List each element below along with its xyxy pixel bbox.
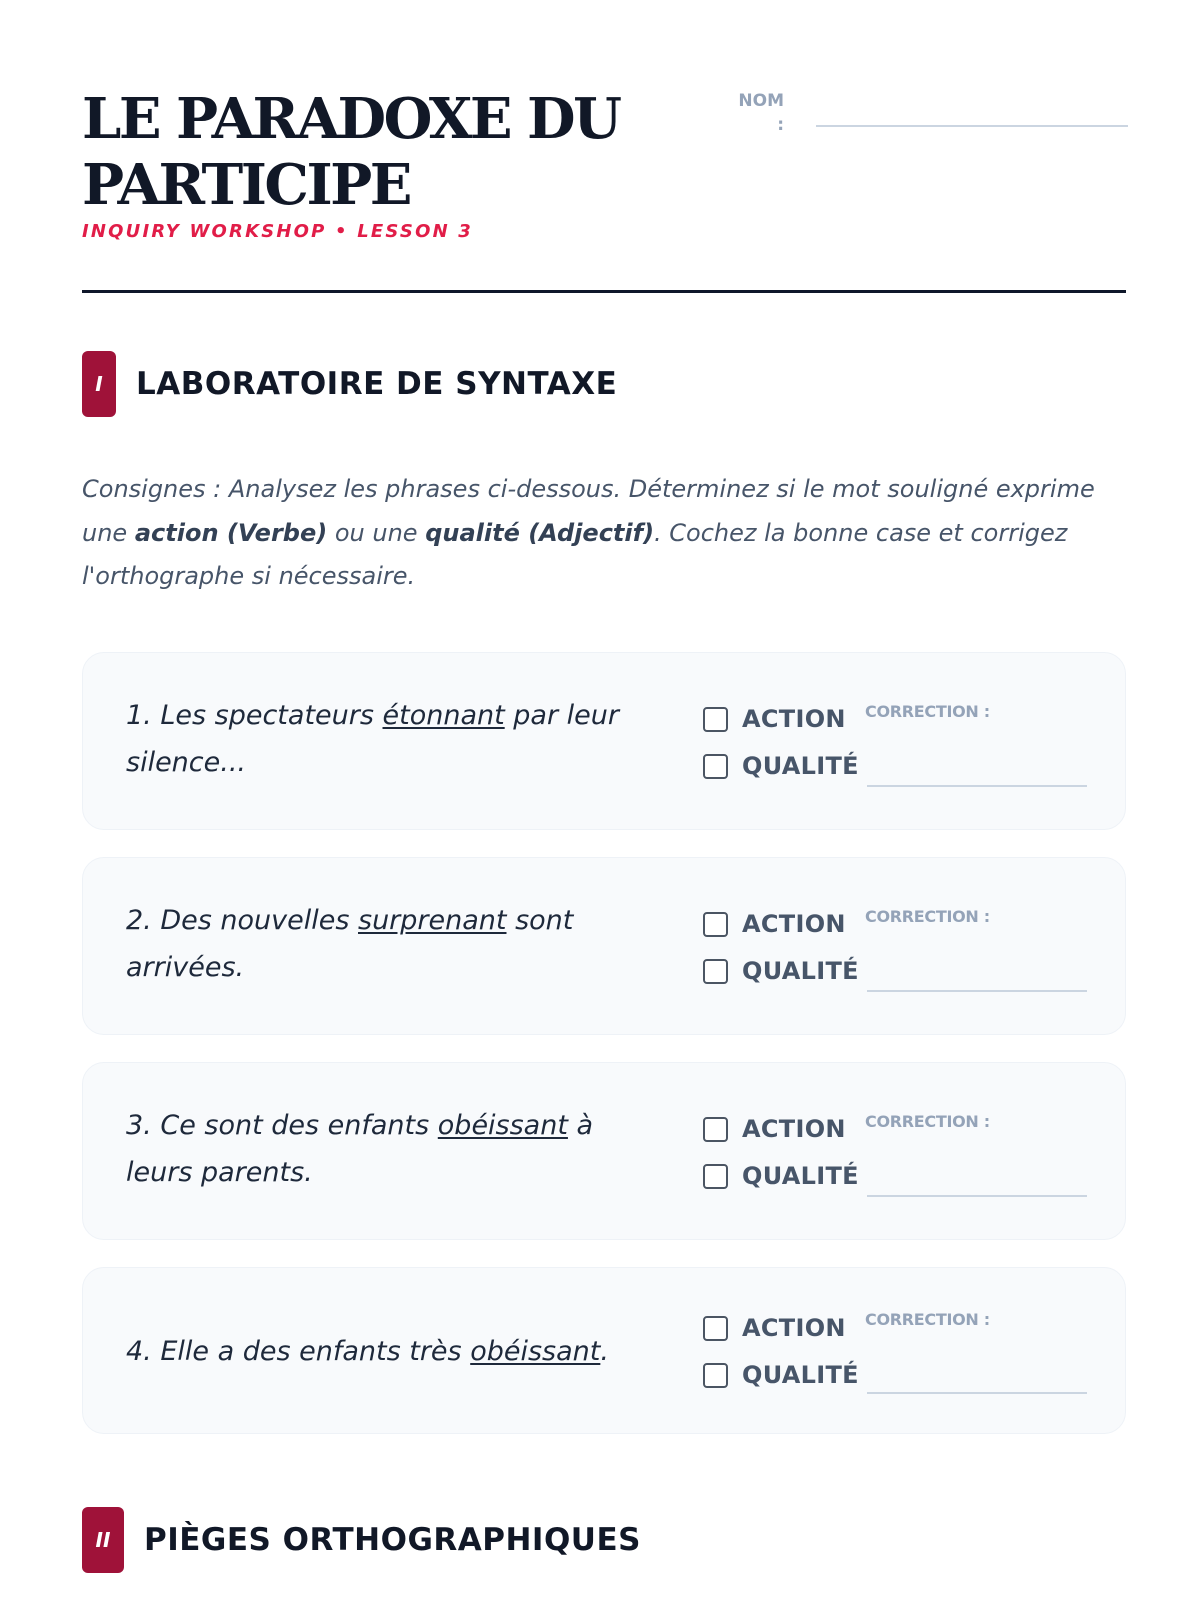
name-label: NOM : — [738, 91, 784, 135]
sentence-end: par leur silence... — [126, 700, 619, 778]
action-checkbox[interactable] — [703, 707, 728, 732]
page-subtitle: INQUIRY WORKSHOP • LESSON 3 — [82, 221, 474, 242]
exercise-card-3 — [82, 1062, 1126, 1240]
correction-field-3[interactable] — [867, 1195, 1087, 1197]
exercise-sentence — [126, 692, 656, 786]
correction-field-1[interactable] — [867, 785, 1087, 787]
exercise-sentence — [126, 897, 656, 991]
exercise-sentence — [126, 1102, 656, 1196]
action-checkbox[interactable] — [703, 912, 728, 937]
exercise-card-2 — [82, 857, 1126, 1035]
sentence-start: 4. Elle a des enfants très — [126, 1336, 471, 1367]
quality-label: QUALITÉ — [742, 752, 859, 780]
header-divider — [82, 290, 1126, 293]
correction-label: CORRECTION : — [865, 702, 990, 721]
sentence-start: 3. Ce sont des enfants — [126, 1110, 438, 1141]
option-quality-2[interactable] — [703, 957, 859, 985]
underlined-word: surprenant — [358, 905, 507, 936]
section-2-heading — [82, 1507, 641, 1573]
instructions-action-term: action (Verbe) — [134, 518, 328, 547]
option-action-2[interactable] — [703, 910, 846, 938]
page-title: LE PARADOXE DU PARTICIPE — [82, 86, 620, 218]
instructions — [82, 468, 1132, 599]
sentence-end: sont arrivées. — [126, 905, 574, 983]
underlined-word: obéissant — [470, 1336, 601, 1367]
option-action-3[interactable] — [703, 1115, 846, 1143]
option-quality-3[interactable] — [703, 1162, 859, 1190]
exercise-card-1 — [82, 652, 1126, 830]
quality-checkbox[interactable] — [703, 1164, 728, 1189]
sentence-end: . — [600, 1336, 609, 1367]
correction-field-2[interactable] — [867, 990, 1087, 992]
exercise-sentence — [126, 1328, 656, 1375]
instructions-quality-term: qualité (Adjectif) — [425, 518, 655, 547]
action-checkbox[interactable] — [703, 1117, 728, 1142]
section-1-heading — [82, 351, 617, 417]
action-checkbox[interactable] — [703, 1316, 728, 1341]
sentence-start: 1. Les spectateurs — [126, 700, 383, 731]
sentence-end: à leurs parents. — [126, 1110, 594, 1188]
correction-label: CORRECTION : — [865, 1310, 990, 1329]
quality-label: QUALITÉ — [742, 1361, 859, 1389]
sentence-start: 2. Des nouvelles — [126, 905, 358, 936]
exercise-card-4 — [82, 1267, 1126, 1434]
quality-checkbox[interactable] — [703, 754, 728, 779]
action-label: ACTION — [742, 1115, 846, 1143]
option-quality-4[interactable] — [703, 1361, 859, 1389]
section-2-badge: II — [82, 1507, 124, 1573]
option-action-1[interactable] — [703, 705, 846, 733]
name-field[interactable] — [816, 125, 1128, 127]
quality-label: QUALITÉ — [742, 957, 859, 985]
quality-checkbox[interactable] — [703, 959, 728, 984]
option-quality-1[interactable] — [703, 752, 859, 780]
action-label: ACTION — [742, 705, 846, 733]
section-1-title: LABORATOIRE DE SYNTAXE — [136, 366, 618, 402]
instructions-text-3: . Cochez la bonne case et corrigez l'orthographe si nécessaire. — [82, 518, 1068, 590]
correction-label: CORRECTION : — [865, 907, 990, 926]
correction-label: CORRECTION : — [865, 1112, 990, 1131]
quality-label: QUALITÉ — [742, 1162, 859, 1190]
instructions-text-1: Consignes : Analysez les phrases ci-dessous. Déterminez si le mot souligné exprime une — [82, 475, 1095, 547]
action-label: ACTION — [742, 1314, 846, 1342]
instructions-text-2: ou une — [327, 518, 426, 547]
correction-field-4[interactable] — [867, 1392, 1087, 1394]
section-1-badge: I — [82, 351, 116, 417]
underlined-word: obéissant — [437, 1110, 568, 1141]
option-action-4[interactable] — [703, 1314, 846, 1342]
worksheet-header — [82, 86, 1126, 292]
underlined-word: étonnant — [382, 700, 505, 731]
quality-checkbox[interactable] — [703, 1363, 728, 1388]
section-2-title: PIÈGES ORTHOGRAPHIQUES — [144, 1522, 641, 1558]
action-label: ACTION — [742, 910, 846, 938]
